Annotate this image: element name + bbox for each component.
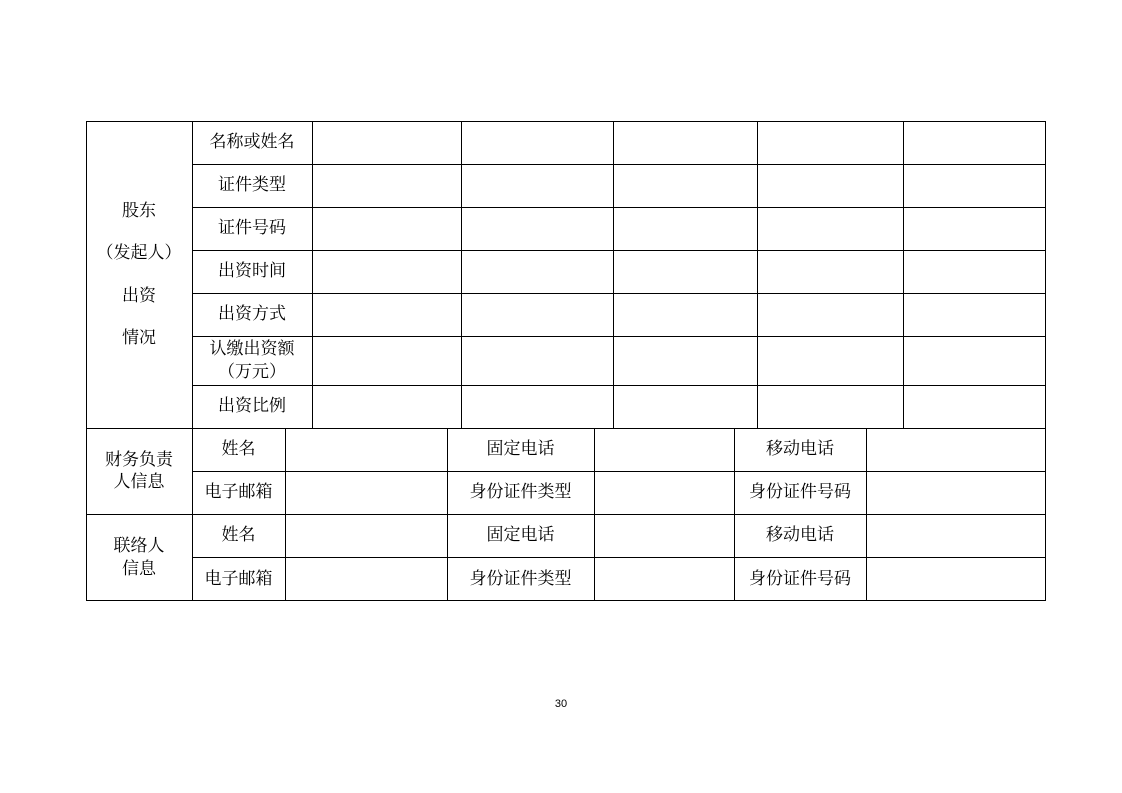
row-label-subscribed-amount: 认缴出资额 （万元） bbox=[209, 339, 295, 382]
finance-id-number-label: 身份证件号码 bbox=[749, 482, 851, 503]
contact-landline-label: 固定电话 bbox=[486, 525, 555, 546]
shareholder-label-line: 出资 bbox=[122, 285, 156, 306]
shareholder-label-line: 情况 bbox=[122, 327, 156, 348]
row-label-contribution-time: 出资时间 bbox=[218, 261, 286, 282]
shareholder-section-label bbox=[86, 121, 192, 428]
contact-name-label: 姓名 bbox=[221, 525, 256, 546]
contact-section-label: 联络人 信息 bbox=[113, 536, 165, 579]
finance-section-label: 财务负责 人信息 bbox=[105, 449, 173, 492]
row-label-name: 名称或姓名 bbox=[209, 132, 295, 153]
shareholder-label-line: （发起人） bbox=[96, 243, 182, 264]
contact-mobile-label: 移动电话 bbox=[766, 525, 834, 546]
page-number: 30 bbox=[554, 698, 568, 710]
contact-id-type-label: 身份证件类型 bbox=[469, 568, 572, 589]
finance-id-type-label: 身份证件类型 bbox=[469, 482, 572, 503]
finance-landline-label: 固定电话 bbox=[486, 439, 555, 460]
finance-mobile-label: 移动电话 bbox=[766, 439, 834, 460]
row-label-contribution-ratio: 出资比例 bbox=[218, 396, 286, 417]
shareholder-label-line: 股东 bbox=[122, 201, 156, 222]
row-label-contribution-method: 出资方式 bbox=[218, 304, 286, 325]
contact-email-label: 电子邮箱 bbox=[204, 568, 273, 589]
contact-id-number-label: 身份证件号码 bbox=[749, 568, 851, 589]
row-label-id-number: 证件号码 bbox=[218, 218, 286, 239]
finance-email-label: 电子邮箱 bbox=[204, 482, 273, 503]
finance-name-label: 姓名 bbox=[221, 439, 256, 460]
row-label-id-type: 证件类型 bbox=[218, 175, 286, 196]
